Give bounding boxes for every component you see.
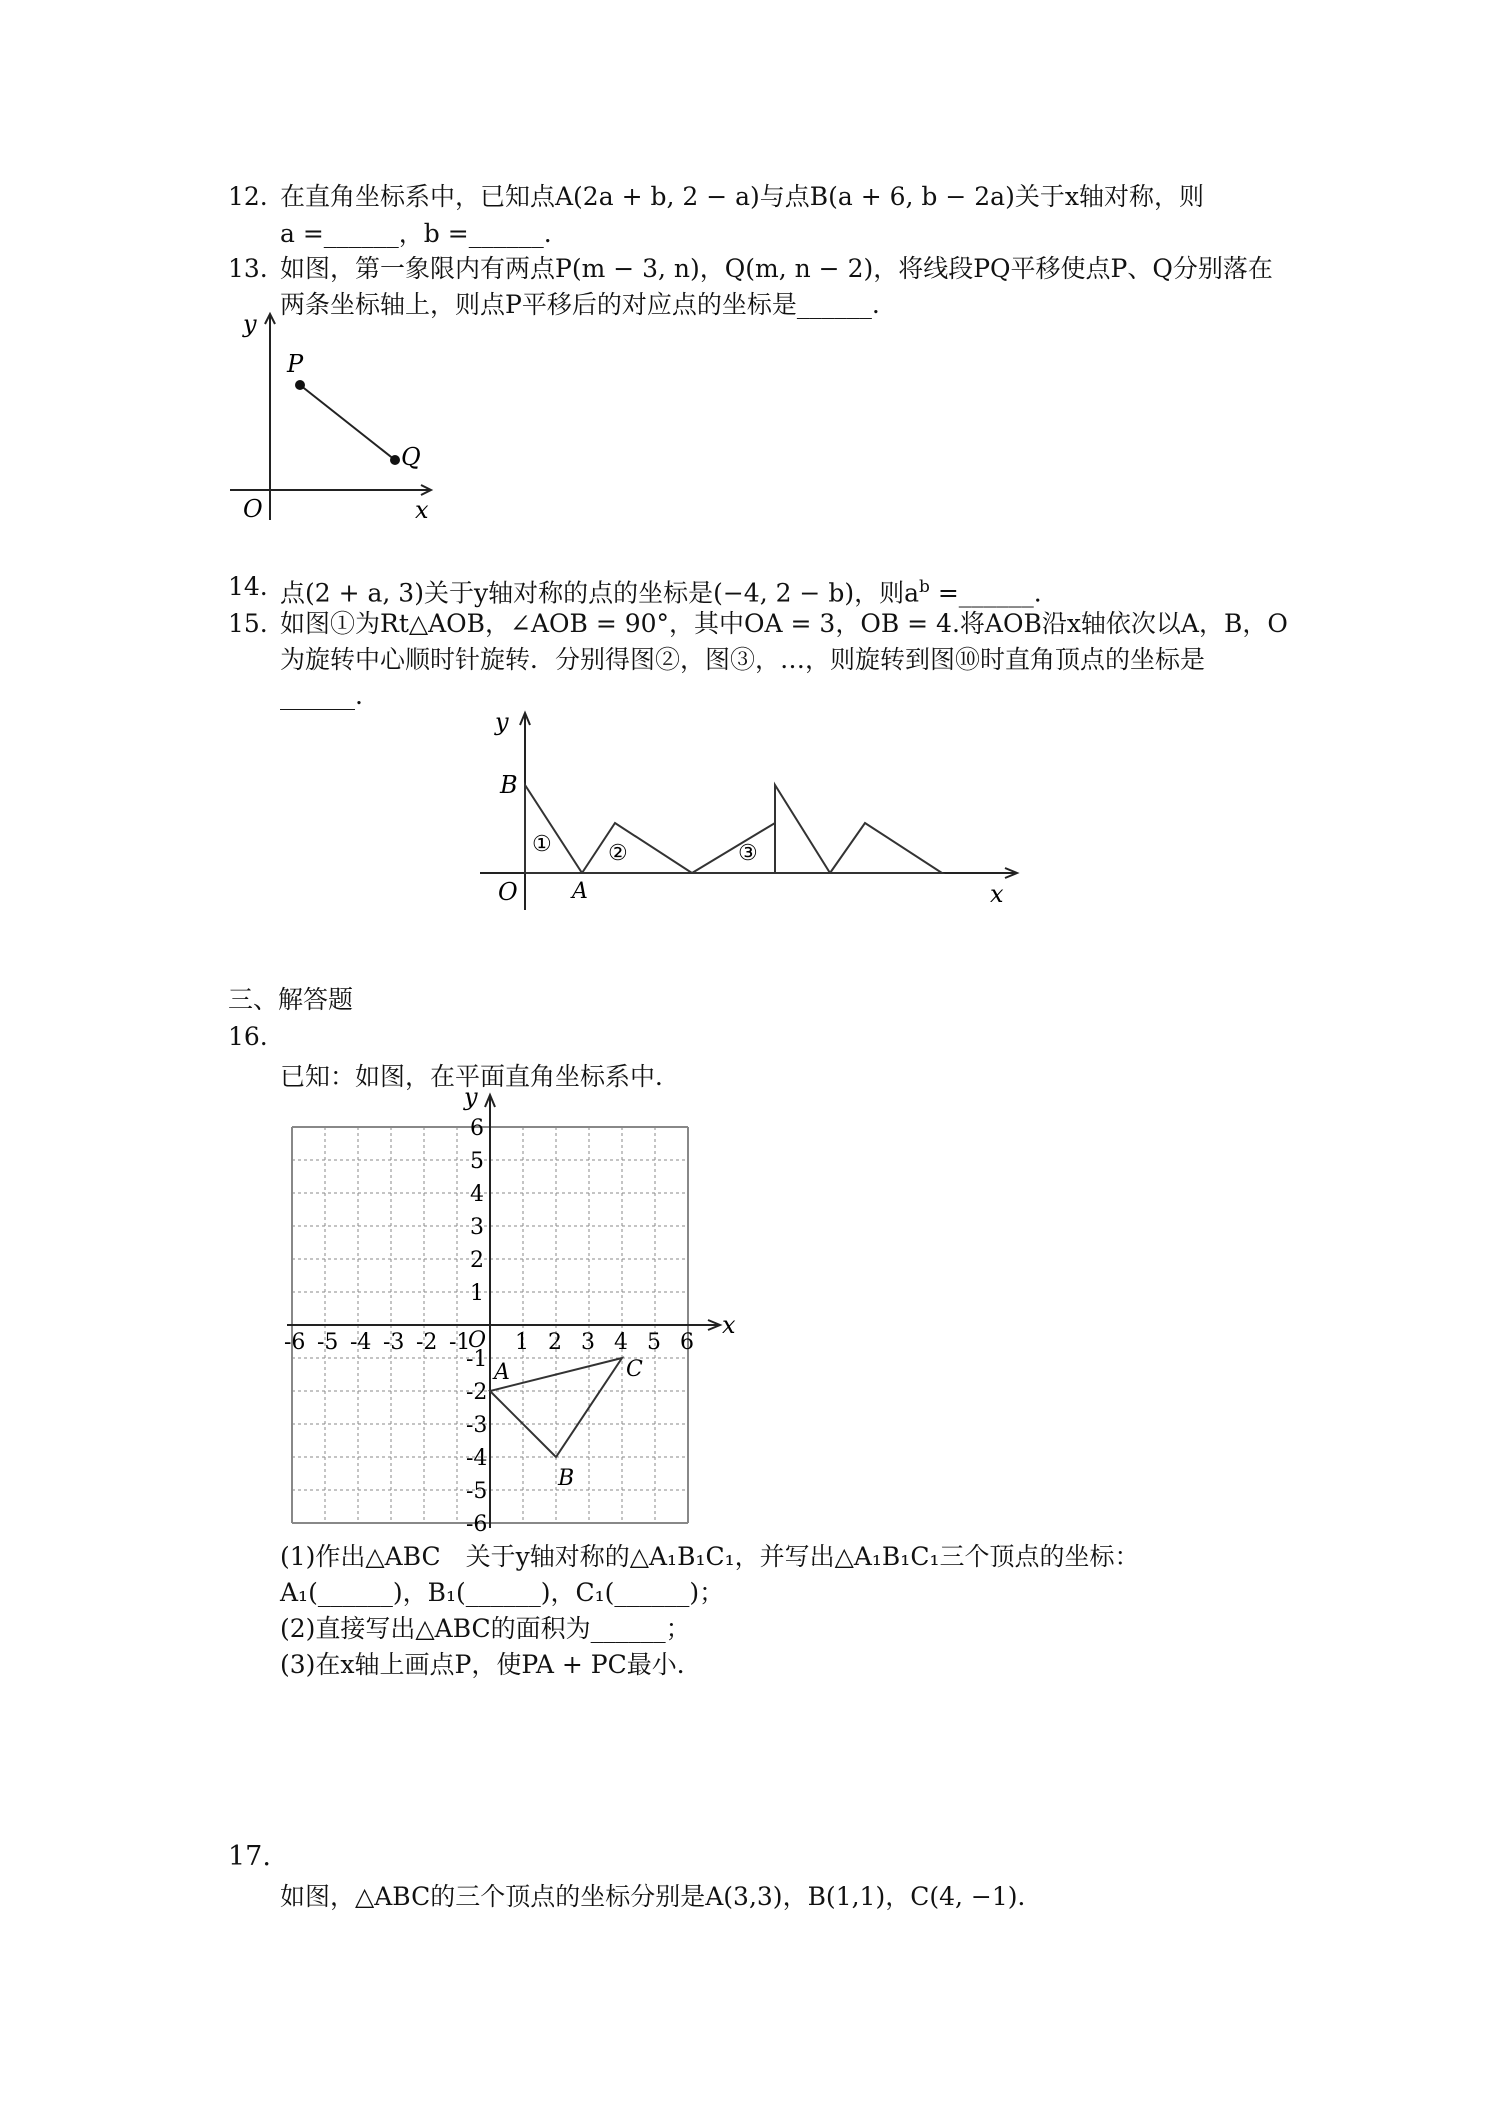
q16-y-tick-label: 2	[470, 1248, 484, 1273]
q15-line3: ______.	[280, 681, 363, 710]
q13-line1: 如图，第一象限内有两点P(m − 3, n)，Q(m, n − 2)，将线段PQ平移使点P、Q分别落在	[280, 254, 1273, 283]
q16-x-tick-label: 2	[548, 1330, 562, 1355]
q16-x-tick-label: -1	[449, 1330, 471, 1355]
q15-triangle-5	[830, 823, 942, 873]
q16-y-tick-label: -2	[466, 1380, 488, 1405]
q16-x-tick-label: 5	[647, 1330, 661, 1355]
q16-x-tick-label: 6	[680, 1330, 694, 1355]
q16-y-tick-label: 6	[470, 1116, 484, 1141]
q12-line2: a =______，b =______.	[280, 219, 552, 248]
q16-y-tick-label: -5	[466, 1479, 488, 1504]
q15-circle-2-label: ②	[608, 841, 628, 866]
q12-line1: 在直角坐标系中，已知点A(2a + b, 2 − a)与点B(a + 6, b − 2a)关于x轴对称，则	[280, 182, 1204, 211]
q16-x-tick-label: 3	[581, 1330, 595, 1355]
q16-y-tick-label: 1	[470, 1281, 484, 1306]
q13-q-label: Q	[401, 443, 421, 471]
q16-part1-line2: A₁(______)，B₁(______)，C₁(______)；	[280, 1578, 725, 1607]
q16-point-b-label: B	[558, 1466, 575, 1491]
q16-y-tick-label: -4	[466, 1446, 488, 1471]
q13-origin-label: O	[243, 495, 263, 523]
q16-point-a-label: A	[494, 1360, 510, 1385]
q16-x-label: x	[722, 1311, 736, 1339]
q15-figure	[470, 705, 1030, 915]
q16-origin-label: O	[468, 1328, 487, 1353]
q15-circle-1-label: ①	[532, 832, 552, 857]
q15-triangle-4	[775, 785, 830, 873]
q15-origin-label: O	[498, 878, 518, 906]
q15-a-label: A	[572, 879, 588, 904]
q13-line2: 两条坐标轴上，则点P平移后的对应点的坐标是______.	[280, 290, 880, 319]
q15-x-label: x	[990, 880, 1004, 908]
q13-segment-pq	[300, 385, 395, 460]
q15-y-label: y	[495, 708, 509, 736]
q13-point-q	[390, 455, 400, 465]
q15-circle-3-label: ③	[738, 841, 758, 866]
q15-triangle-1	[525, 785, 582, 873]
q13-p-label: P	[287, 350, 304, 378]
q15-number: 15.	[228, 609, 268, 638]
q15-triangle-3	[692, 823, 775, 873]
q14-superscript: b	[919, 577, 930, 597]
q16-y-tick-label: 4	[470, 1182, 484, 1207]
q15-line1: 如图①为Rt△AOB，∠AOB = 90°，其中OA = 3，OB = 4.将AOB沿x轴依次以A，B，O	[280, 609, 1288, 638]
q17-number: 17.	[228, 1841, 271, 1872]
section-3-title: 三、解答题	[228, 985, 354, 1014]
q13-point-p	[295, 380, 305, 390]
q16-x-tick-label: -2	[416, 1330, 438, 1355]
q14-line1-text: 点(2 + a, 3)关于y轴对称的点的坐标是(−4, 2 − b)，则a	[280, 578, 919, 608]
q16-grid-figure	[280, 1085, 740, 1535]
q12-number: 12.	[228, 182, 268, 211]
q16-x-tick-label: 4	[614, 1330, 628, 1355]
q16-part1-line1: (1)作出△ABC 关于y轴对称的△A₁B₁C₁，并写出△A₁B₁C₁三个顶点的坐标：	[280, 1542, 1140, 1571]
q16-x-tick-label: -6	[284, 1330, 306, 1355]
q16-y-label: y	[464, 1085, 478, 1111]
q16-intro: 已知：如图，在平面直角坐标系中．	[280, 1062, 681, 1091]
q16-part2: (2)直接写出△ABC的面积为______；	[280, 1614, 691, 1643]
q17-intro: 如图，△ABC的三个顶点的坐标分别是A(3,3)，B(1,1)，C(4, −1)．	[280, 1882, 1043, 1911]
q16-point-c-label: C	[626, 1357, 643, 1382]
q16-number: 16.	[228, 1022, 268, 1051]
q16-x-tick-label: -3	[383, 1330, 405, 1355]
q13-y-label: y	[243, 310, 257, 338]
q16-x-tick-label: 1	[515, 1330, 529, 1355]
q16-x-tick-label: -4	[350, 1330, 372, 1355]
q14-number: 14.	[228, 572, 268, 601]
q15-line2: 为旋转中心顺时针旋转．分别得图②，图③，…，则旋转到图⑩时直角顶点的坐标是	[280, 645, 1206, 674]
q16-y-tick-label: 5	[470, 1149, 484, 1174]
q16-x-tick-label: -5	[317, 1330, 339, 1355]
q16-part3: (3)在x轴上画点P，使PA + PC最小．	[280, 1650, 702, 1679]
q16-y-tick-label: -6	[466, 1512, 488, 1535]
q14-line1-tail: =______.	[929, 578, 1042, 608]
q13-x-label: x	[415, 496, 429, 524]
q15-triangle-2	[582, 823, 692, 873]
q16-y-tick-label: 3	[470, 1215, 484, 1240]
q13-figure	[225, 310, 455, 535]
q16-y-tick-label: -3	[466, 1413, 488, 1438]
q16-y-tick-label: -1	[466, 1347, 488, 1372]
q13-number: 13.	[228, 254, 268, 283]
q15-b-label: B	[500, 771, 518, 799]
q14-line1	[280, 570, 1042, 610]
